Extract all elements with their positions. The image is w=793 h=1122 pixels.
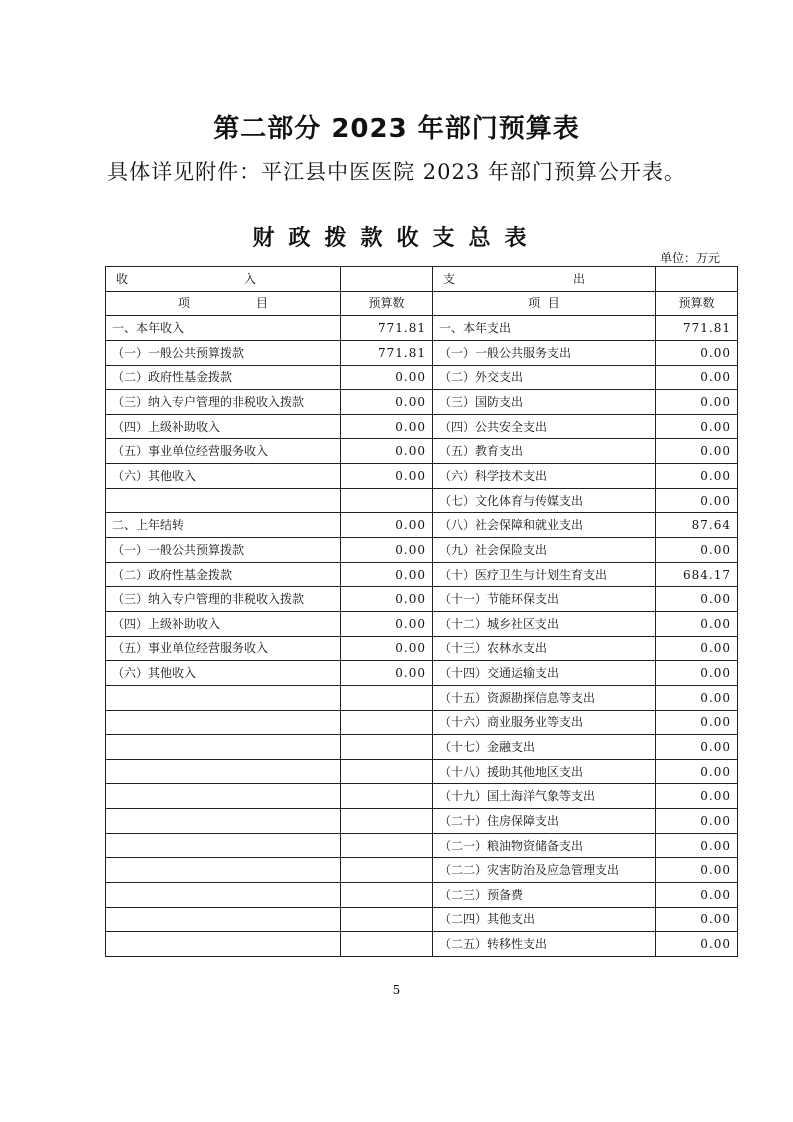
income-item-cell: （五）事业单位经营服务收入 [106,636,341,661]
table-row [106,488,738,513]
expense-value-cell: 0.00 [656,858,738,883]
table-row [106,390,738,415]
expense-value-cell: 0.00 [656,611,738,636]
table-row [106,587,738,612]
income-value-cell: 771.81 [341,316,433,341]
income-value-cell [341,883,433,908]
expense-header [433,267,656,292]
income-item-cell [106,710,341,735]
table-row [106,784,738,809]
unit-label: 单位：万元 [660,251,721,265]
table-row [106,340,738,365]
expense-value-cell: 0.00 [656,685,738,710]
income-item-cell: （二）政府性基金拨款 [106,562,341,587]
expense-item-cell: （八）社会保障和就业支出 [433,513,656,538]
expense-value-cell: 0.00 [656,538,738,563]
expense-value-cell: 0.00 [656,932,738,957]
expense-header-right: 出 [572,271,585,286]
income-item-cell [106,735,341,760]
income-value-cell: 0.00 [341,538,433,563]
income-value-cell: 0.00 [341,636,433,661]
expense-item-cell: （五）教育支出 [433,439,656,464]
income-budget-header: 预算数 [341,291,433,316]
income-item-header-left: 项 [178,296,191,311]
income-item-cell: （六）其他收入 [106,661,341,686]
table-row [106,636,738,661]
income-value-cell [341,685,433,710]
expense-value-cell: 0.00 [656,809,738,834]
table-row [106,710,738,735]
income-item-cell [106,784,341,809]
table-row [106,759,738,784]
table-row [106,414,738,439]
income-item-cell [106,858,341,883]
expense-value-cell: 684.17 [656,562,738,587]
income-item-cell [106,883,341,908]
expense-item-cell: （二一）粮油物资储备支出 [433,833,656,858]
expense-value-cell: 0.00 [656,661,738,686]
expense-header-empty [656,267,738,292]
expense-item-cell: （二十）住房保障支出 [433,809,656,834]
income-value-cell [341,759,433,784]
income-header-empty [341,267,433,292]
income-item-cell [106,685,341,710]
expense-value-cell: 0.00 [656,390,738,415]
expense-item-cell: （十一）节能环保支出 [433,587,656,612]
income-value-cell [341,488,433,513]
income-value-cell [341,858,433,883]
budget-table [105,266,738,957]
expense-value-cell: 0.00 [656,636,738,661]
income-item-header-right: 目 [255,296,268,311]
expense-value-cell: 0.00 [656,784,738,809]
income-value-cell: 771.81 [341,340,433,365]
expense-item-cell: 一、本年支出 [433,316,656,341]
income-item-cell: （三）纳入专户管理的非税收入拨款 [106,390,341,415]
expense-item-cell: （二五）转移性支出 [433,932,656,957]
table-row [106,907,738,932]
income-value-cell: 0.00 [341,611,433,636]
expense-value-cell: 0.00 [656,883,738,908]
expense-item-cell: （一）一般公共服务支出 [433,340,656,365]
income-item-cell: （二）政府性基金拨款 [106,365,341,390]
table-title: 财政拨款收支总表 [252,225,541,251]
expense-item-cell: （十五）资源勘探信息等支出 [433,685,656,710]
expense-item-cell: （六）科学技术支出 [433,464,656,489]
income-value-cell: 0.00 [341,365,433,390]
income-header [106,267,341,292]
table-row [106,883,738,908]
expense-value-cell: 0.00 [656,340,738,365]
income-item-cell: 二、上年结转 [106,513,341,538]
header-row-2 [106,291,738,316]
expense-value-cell: 0.00 [656,735,738,760]
table-row [106,365,738,390]
expense-item-cell: （十三）农林水支出 [433,636,656,661]
table-row [106,685,738,710]
expense-value-cell: 771.81 [656,316,738,341]
table-body [106,316,738,957]
expense-item-cell: （二三）预备费 [433,883,656,908]
table-row [106,464,738,489]
table-row [106,661,738,686]
expense-item-cell: （四）公共安全支出 [433,414,656,439]
income-item-cell: （三）纳入专户管理的非税收入拨款 [106,587,341,612]
expense-value-cell: 87.64 [656,513,738,538]
income-value-cell [341,833,433,858]
table-row [106,562,738,587]
table-row [106,439,738,464]
expense-item-cell: （十八）援助其他地区支出 [433,759,656,784]
income-value-cell [341,932,433,957]
income-item-cell [106,932,341,957]
income-item-cell: （一）一般公共预算拨款 [106,340,341,365]
income-item-cell: （一）一般公共预算拨款 [106,538,341,563]
expense-item-cell: （十）医疗卫生与计划生育支出 [433,562,656,587]
table-row [106,538,738,563]
income-value-cell: 0.00 [341,587,433,612]
table-row [106,611,738,636]
income-value-cell: 0.00 [341,439,433,464]
income-item-cell [106,907,341,932]
expense-item-cell: （十七）金融支出 [433,735,656,760]
income-value-cell: 0.00 [341,661,433,686]
table-row [106,833,738,858]
income-item-header [106,291,341,316]
income-value-cell: 0.00 [341,562,433,587]
income-header-right: 入 [243,271,256,286]
table-row [106,316,738,341]
income-value-cell: 0.00 [341,414,433,439]
expense-item-cell: （二）外交支出 [433,365,656,390]
table-row [106,809,738,834]
expense-value-cell: 0.00 [656,907,738,932]
table-row [106,735,738,760]
expense-value-cell: 0.00 [656,464,738,489]
income-value-cell: 0.00 [341,513,433,538]
expense-item-cell: （二四）其他支出 [433,907,656,932]
table-row [106,932,738,957]
subtitle: 具体详见附件：平江县中医医院 2023 年部门预算公开表。 [107,160,686,184]
income-item-cell: （六）其他收入 [106,464,341,489]
part-title: 第二部分 2023 年部门预算表 [213,114,580,144]
income-value-cell [341,809,433,834]
income-value-cell [341,710,433,735]
income-item-cell: （五）事业单位经营服务收入 [106,439,341,464]
income-item-cell: （四）上级补助收入 [106,414,341,439]
table-row [106,858,738,883]
income-item-cell [106,809,341,834]
expense-value-cell: 0.00 [656,833,738,858]
header-row-1 [106,267,738,292]
expense-value-cell: 0.00 [656,587,738,612]
expense-item-cell: （二二）灾害防治及应急管理支出 [433,858,656,883]
income-value-cell [341,784,433,809]
expense-item-cell: （三）国防支出 [433,390,656,415]
income-item-cell: 一、本年收入 [106,316,341,341]
expense-item-cell: （十九）国土海洋气象等支出 [433,784,656,809]
income-item-cell [106,759,341,784]
expense-value-cell: 0.00 [656,488,738,513]
income-header-left: 收 [116,271,129,286]
page-number: 5 [392,983,401,997]
expense-value-cell: 0.00 [656,365,738,390]
expense-item-cell: （十四）交通运输支出 [433,661,656,686]
income-value-cell [341,907,433,932]
expense-value-cell: 0.00 [656,759,738,784]
table-row [106,513,738,538]
expense-value-cell: 0.00 [656,710,738,735]
income-value-cell: 0.00 [341,464,433,489]
expense-item-cell: （九）社会保险支出 [433,538,656,563]
expense-item-cell: （十二）城乡社区支出 [433,611,656,636]
income-value-cell: 0.00 [341,390,433,415]
expense-budget-header: 预算数 [656,291,738,316]
expense-header-left: 支 [443,271,456,286]
income-value-cell [341,735,433,760]
expense-value-cell: 0.00 [656,414,738,439]
expense-item-header: 项 目 [433,291,656,316]
income-item-cell: （四）上级补助收入 [106,611,341,636]
expense-item-cell: （十六）商业服务业等支出 [433,710,656,735]
expense-value-cell: 0.00 [656,439,738,464]
expense-item-cell: （七）文化体育与传媒支出 [433,488,656,513]
income-item-cell [106,488,341,513]
income-item-cell [106,833,341,858]
